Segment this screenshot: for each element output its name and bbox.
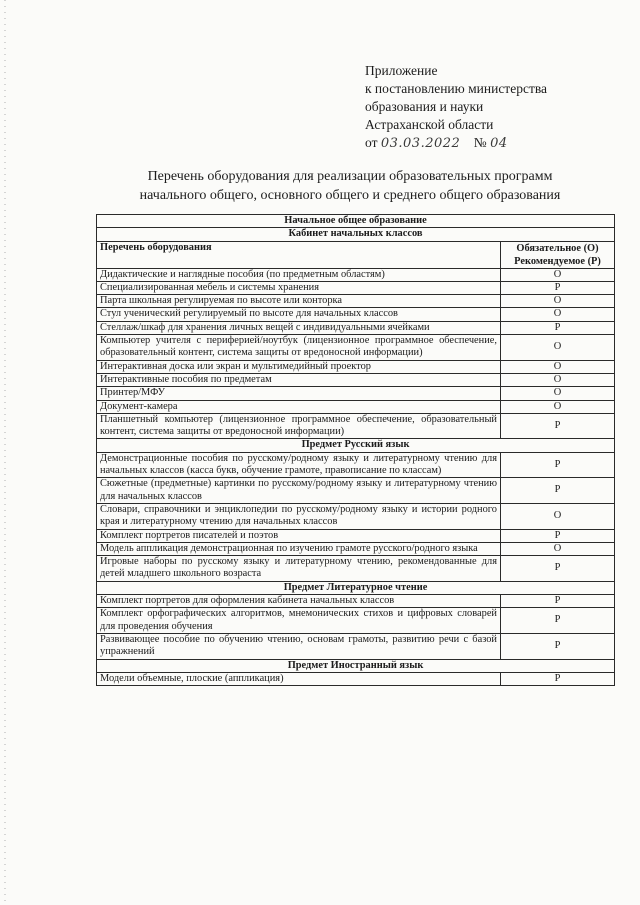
equipment-name: Комплект орфографических алгоритмов, мнемонических стихов и цифровых словарей для проведения обучения bbox=[97, 608, 501, 634]
requirement-code: Р bbox=[501, 672, 615, 685]
requirement-code: Р bbox=[501, 595, 615, 608]
requirement-code: О bbox=[501, 400, 615, 413]
title-line: Перечень оборудования для реализации образовательных программ bbox=[147, 169, 553, 184]
table-row bbox=[97, 228, 615, 241]
table-row bbox=[97, 556, 615, 582]
appendix-line: образования и науки bbox=[365, 99, 484, 114]
table-row bbox=[97, 268, 615, 281]
equipment-name: Стул ученический регулируемый по высоте для начальных классов bbox=[97, 308, 501, 321]
equipment-name: Игровые наборы по русскому языку и литературному чтению, рекомендованные для детей младшего школьного возраста bbox=[97, 556, 501, 582]
equipment-name: Дидактические и наглядные пособия (по предметным областям) bbox=[97, 268, 501, 281]
requirement-code: Р bbox=[501, 413, 615, 439]
equipment-name: Модели объемные, плоские (аппликация) bbox=[97, 672, 501, 685]
equipment-name: Планшетный компьютер (лицензионное программное обеспечение, образовательный контент, система защиты от вредоносной информации) bbox=[97, 413, 501, 439]
requirement-code: О bbox=[501, 360, 615, 373]
appendix-date-line bbox=[365, 134, 625, 153]
level-heading: Начальное общее образование bbox=[97, 215, 615, 228]
table-row bbox=[97, 335, 615, 361]
equipment-name: Документ-камера bbox=[97, 400, 501, 413]
requirement-code: О bbox=[501, 373, 615, 386]
table-row bbox=[97, 595, 615, 608]
rows-foreign bbox=[97, 672, 615, 685]
subject-heading-foreign: Предмет Иностранный язык bbox=[97, 659, 615, 672]
equipment-table bbox=[96, 214, 615, 686]
table-row bbox=[97, 672, 615, 685]
table-row bbox=[97, 659, 615, 672]
table-row bbox=[97, 413, 615, 439]
column-header-code bbox=[501, 241, 615, 268]
table-row bbox=[97, 503, 615, 529]
equipment-name: Демонстрационные пособия по русскому/родному языку и литературному чтению для начальных классов (касса букв, обучение грамоте, правописание по классам) bbox=[97, 452, 501, 478]
table-row bbox=[97, 452, 615, 478]
table-row bbox=[97, 360, 615, 373]
column-header-name: Перечень оборудования bbox=[97, 241, 501, 268]
requirement-code: О bbox=[501, 308, 615, 321]
table-row bbox=[97, 400, 615, 413]
appendix-line: Приложение bbox=[365, 63, 438, 78]
table-row bbox=[97, 295, 615, 308]
equipment-name: Комплект портретов писателей и поэтов bbox=[97, 529, 501, 542]
requirement-code: О bbox=[501, 542, 615, 555]
requirement-code: Р bbox=[501, 633, 615, 659]
requirement-code: Р bbox=[501, 556, 615, 582]
requirement-code: Р bbox=[501, 281, 615, 294]
requirement-code: О bbox=[501, 268, 615, 281]
requirement-code: Р bbox=[501, 452, 615, 478]
table-row bbox=[97, 387, 615, 400]
appendix-block bbox=[365, 62, 625, 153]
table-row bbox=[97, 581, 615, 594]
table-row bbox=[97, 608, 615, 634]
header-row bbox=[97, 241, 615, 268]
appendix-line: к постановлению министерства bbox=[365, 81, 548, 96]
scan-edge-marks bbox=[4, 0, 6, 905]
table-row bbox=[97, 215, 615, 228]
equipment-name: Стеллаж/шкаф для хранения личных вещей с индивидуальными ячейками bbox=[97, 321, 501, 334]
table-row bbox=[97, 373, 615, 386]
header-code-line: Рекомендуемое (Р) bbox=[514, 255, 601, 267]
equipment-name: Модель аппликация демонстрационная по изучению грамоте русского/родного языка bbox=[97, 542, 501, 555]
equipment-name: Принтер/МФУ bbox=[97, 387, 501, 400]
header-code-line: Обязательное (О) bbox=[516, 242, 599, 254]
handwritten-date: 03.03.2022 bbox=[380, 136, 461, 151]
rows-general bbox=[97, 268, 615, 439]
handwritten-number: 04 bbox=[490, 136, 508, 151]
number-label: № bbox=[473, 135, 487, 150]
appendix-line: Астраханской области bbox=[365, 117, 494, 132]
rows-literature bbox=[97, 595, 615, 659]
date-prefix: от bbox=[365, 135, 378, 150]
table-row bbox=[97, 308, 615, 321]
requirement-code: О bbox=[501, 503, 615, 529]
table-row bbox=[97, 281, 615, 294]
requirement-code: Р bbox=[501, 478, 615, 504]
table-row bbox=[97, 529, 615, 542]
requirement-code: О bbox=[501, 335, 615, 361]
equipment-name: Специализированная мебель и системы хранения bbox=[97, 281, 501, 294]
requirement-code: О bbox=[501, 387, 615, 400]
requirement-code: Р bbox=[501, 608, 615, 634]
equipment-name: Сюжетные (предметные) картинки по русскому/родному языку и литературному чтению для начальных классов bbox=[97, 478, 501, 504]
equipment-name: Парта школьная регулируемая по высоте или конторка bbox=[97, 295, 501, 308]
subject-heading-literature: Предмет Литературное чтение bbox=[97, 581, 615, 594]
equipment-name: Интерактивная доска или экран и мультимедийный проектор bbox=[97, 360, 501, 373]
table-row bbox=[97, 439, 615, 452]
rows-russian bbox=[97, 452, 615, 581]
subject-heading-russian: Предмет Русский язык bbox=[97, 439, 615, 452]
table-row bbox=[97, 633, 615, 659]
equipment-name: Словари, справочники и энциклопедии по русскому/родному языку и истории родного края и литературному чтению для начальных классов bbox=[97, 503, 501, 529]
title-line: начального общего, основного общего и среднего общего образования bbox=[139, 188, 561, 203]
equipment-name: Интерактивные пособия по предметам bbox=[97, 373, 501, 386]
equipment-name: Компьютер учителя с периферией/ноутбук (лицензионное программное обеспечение, образовательный контент, система защиты от вредоносной информации) bbox=[97, 335, 501, 361]
table-row bbox=[97, 478, 615, 504]
cabinet-heading: Кабинет начальных классов bbox=[97, 228, 615, 241]
table-row bbox=[97, 321, 615, 334]
document-title bbox=[100, 167, 600, 205]
requirement-code: О bbox=[501, 295, 615, 308]
requirement-code: Р bbox=[501, 321, 615, 334]
equipment-name: Развивающее пособие по обучению чтению, основам грамоты, развитию речи с базой упражнений bbox=[97, 633, 501, 659]
requirement-code: Р bbox=[501, 529, 615, 542]
equipment-name: Комплект портретов для оформления кабинета начальных классов bbox=[97, 595, 501, 608]
table-row bbox=[97, 542, 615, 555]
